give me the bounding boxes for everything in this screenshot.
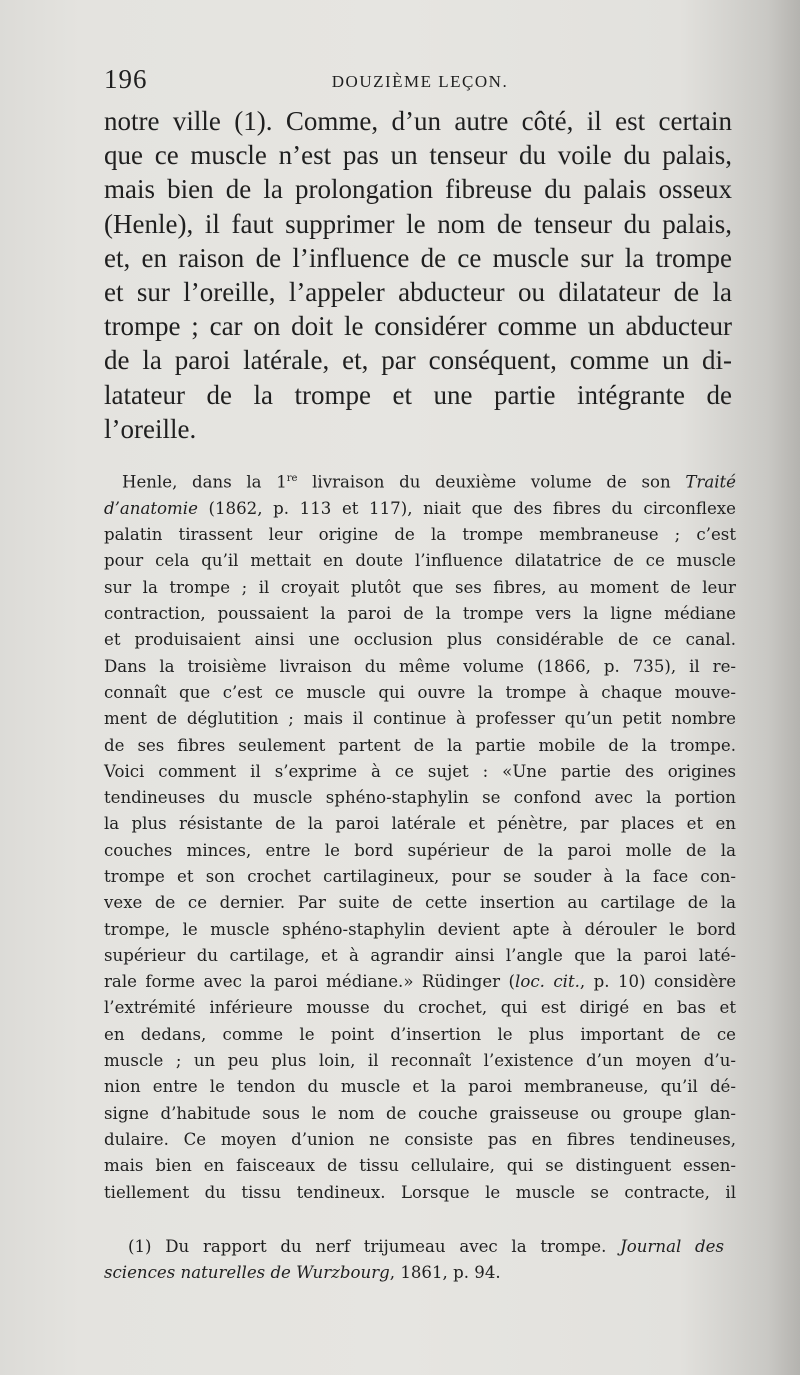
main-paragraph — [104, 104, 732, 446]
small-print-note — [104, 466, 736, 1206]
note-text: , p. 10) considère — [579, 972, 737, 992]
superscript: re — [286, 473, 298, 484]
note-line — [104, 496, 736, 522]
book-title-italic: Traité — [685, 472, 737, 492]
note-line — [104, 969, 736, 995]
text-line: et, en raison de l’influence de ce muscle sur la trompe — [104, 242, 732, 273]
note-line: la plus résistante de la paroi latérale et pénètre, par places et en — [104, 814, 736, 834]
note-line: contraction, poussaient la paroi de la trompe vers la ligne médiane — [104, 604, 736, 624]
note-line: palatin tirassent leur origine de la trompe membraneuse ; c’est — [104, 525, 736, 545]
note-line: nion entre le tendon du muscle et la paroi membraneuse, qu’il dé- — [104, 1077, 736, 1097]
text-line: mais bien de la prolongation fibreuse du palais osseux — [104, 174, 732, 205]
note-line: supérieur du cartilage, et à agrandir ainsi l’angle que la paroi laté- — [104, 945, 736, 965]
note-text: Henle, dans la 1 — [122, 472, 287, 492]
note-line: vexe de ce dernier. Par suite de cette insertion au cartilage de la — [104, 893, 736, 913]
citation-italic: loc. cit. — [515, 972, 580, 992]
note-line: trompe, le muscle sphéno-staphylin devient apte à dérouler le bord — [104, 919, 736, 939]
running-title: DOUZIÈME LEÇON. — [331, 72, 509, 91]
journal-title-italic: Journal des — [620, 1237, 724, 1256]
footnote — [104, 1234, 724, 1287]
note-line: tiellement du tissu tendineux. Lorsque le muscle se contracte, il — [104, 1182, 736, 1202]
footnote-text: (1) Du rapport du nerf trijumeau avec la trompe. — [128, 1237, 621, 1256]
note-line: tendineuses du muscle sphéno-staphylin se confond avec la portion — [104, 788, 736, 808]
text-line: que ce muscle n’est pas un tenseur du voile du palais, — [104, 140, 732, 171]
note-line: connaît que c’est ce muscle qui ouvre la trompe à chaque mouve- — [104, 682, 736, 702]
note-line: de ses fibres seulement partent de la partie mobile de la trompe. — [104, 735, 736, 755]
page-number: 196 — [104, 64, 148, 94]
note-line: Dans la troisième livraison du même volume (1866, p. 735), il re- — [104, 656, 736, 676]
text-line: (Henle), il faut supprimer le nom de tenseur du palais, — [104, 208, 732, 239]
page-header — [104, 64, 736, 98]
note-line: et produisaient ainsi une occlusion plus considérable de ce canal. — [104, 630, 736, 650]
text-line: latateur de la trompe et une partie intégrante de — [104, 379, 732, 410]
note-line: muscle ; un peu plus loin, il reconnaît l’existence d’un moyen d’u- — [104, 1051, 736, 1071]
footnote-text: , 1861, p. 94. — [389, 1263, 501, 1283]
note-text: (1862, p. 113 et 117), niait que des fibres du circonflexe — [197, 498, 736, 518]
text-line: notre ville (1). Comme, d’un autre côté, il est certain — [104, 106, 732, 136]
note-line: couches minces, entre le bord supérieur de la paroi molle de la — [104, 840, 736, 860]
text-line: de la paroi latérale, et, par conséquent, comme un di- — [104, 345, 732, 376]
note-line: dulaire. Ce moyen d’union ne consiste pas en fibres tendineuses, — [104, 1129, 736, 1149]
text-line: l’oreille. — [104, 413, 197, 444]
note-line: ment de déglutition ; mais il continue à professer qu’un petit nombre — [104, 709, 736, 729]
note-text: livraison du deuxième volume de son — [297, 472, 686, 492]
note-line: mais bien en faisceaux de tissu cellulaire, qui se distinguent essen- — [104, 1156, 736, 1176]
note-line: sur la trompe ; il croyait plutôt que ses fibres, au moment de leur — [104, 577, 736, 597]
note-line: en dedans, comme le point d’insertion le plus important de ce — [104, 1024, 736, 1044]
footnote-line — [104, 1260, 724, 1286]
note-text: rale forme avec la paroi médiane.» Rüdinger ( — [104, 972, 516, 992]
note-line: trompe et son crochet cartilagineux, pour se souder à la face con- — [104, 866, 736, 886]
book-title-italic: d’anatomie — [104, 498, 198, 518]
text-line: trompe ; car on doit le considérer comme un abducteur — [104, 311, 732, 342]
note-line — [104, 466, 736, 496]
note-line: Voici comment il s’exprime à ce sujet : «Une partie des origines — [104, 761, 736, 781]
journal-title-italic: sciences naturelles de Wurzbourg — [104, 1263, 390, 1283]
footnote-line — [104, 1234, 724, 1260]
text-line: et sur l’oreille, l’appeler abducteur ou dilatateur de la — [104, 277, 732, 308]
note-line: signe d’habitude sous le nom de couche graisseuse ou groupe glan- — [104, 1103, 736, 1123]
note-line: l’extrémité inférieure mousse du crochet, qui est dirigé en bas et — [104, 998, 736, 1018]
note-line: pour cela qu’il mettait en doute l’influence dilatatrice de ce muscle — [104, 551, 736, 571]
